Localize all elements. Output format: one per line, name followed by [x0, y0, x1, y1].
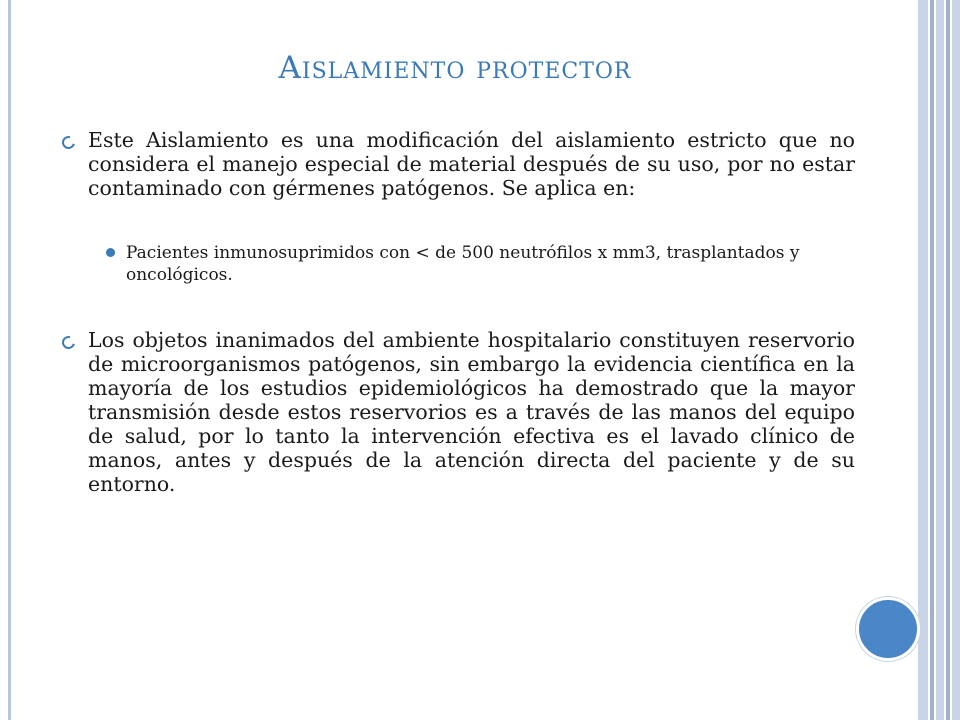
bullet-text: Este Aislamiento es una modificación del aislamiento estricto que no considera el manejo especial de material después de su uso, por no estar contaminado con gérmenes patógenos. Se aplica en:: [88, 128, 855, 200]
right-stripe: [952, 0, 960, 720]
right-stripe: [946, 0, 950, 720]
bullet-text: Los objetos inanimados del ambiente hospitalario constituyen reservorio de microorganismos patógenos, sin embargo la evidencia científica en la mayoría de los estudios epidemiológicos ha demostrado que la mayor transmisión desde estos reservorios es a través de las manos del equipo de salud, por lo tanto la intervención efectiva es el lavado clínico de manos, antes y después de la atención directa del paciente y de su entorno.: [88, 328, 855, 496]
slide-content: [60, 128, 855, 496]
bullet-item: [60, 128, 855, 200]
dot-bullet-icon: [106, 248, 115, 257]
right-stripe: [936, 0, 944, 720]
sub-bullet-text: Pacientes inmunosuprimidos con < de 500 neutrófilos x mm3, trasplantados y oncológicos.: [126, 243, 800, 285]
bullet-icon: [60, 134, 78, 152]
bullet-icon: [60, 334, 78, 352]
left-border: [8, 0, 11, 720]
right-stripe: [930, 0, 934, 720]
decorative-circle: [856, 597, 920, 661]
sub-bullet-item: [60, 242, 855, 286]
right-stripe: [918, 0, 928, 720]
slide-title: Aislamiento protector: [278, 50, 632, 86]
bullet-item: [60, 328, 855, 496]
